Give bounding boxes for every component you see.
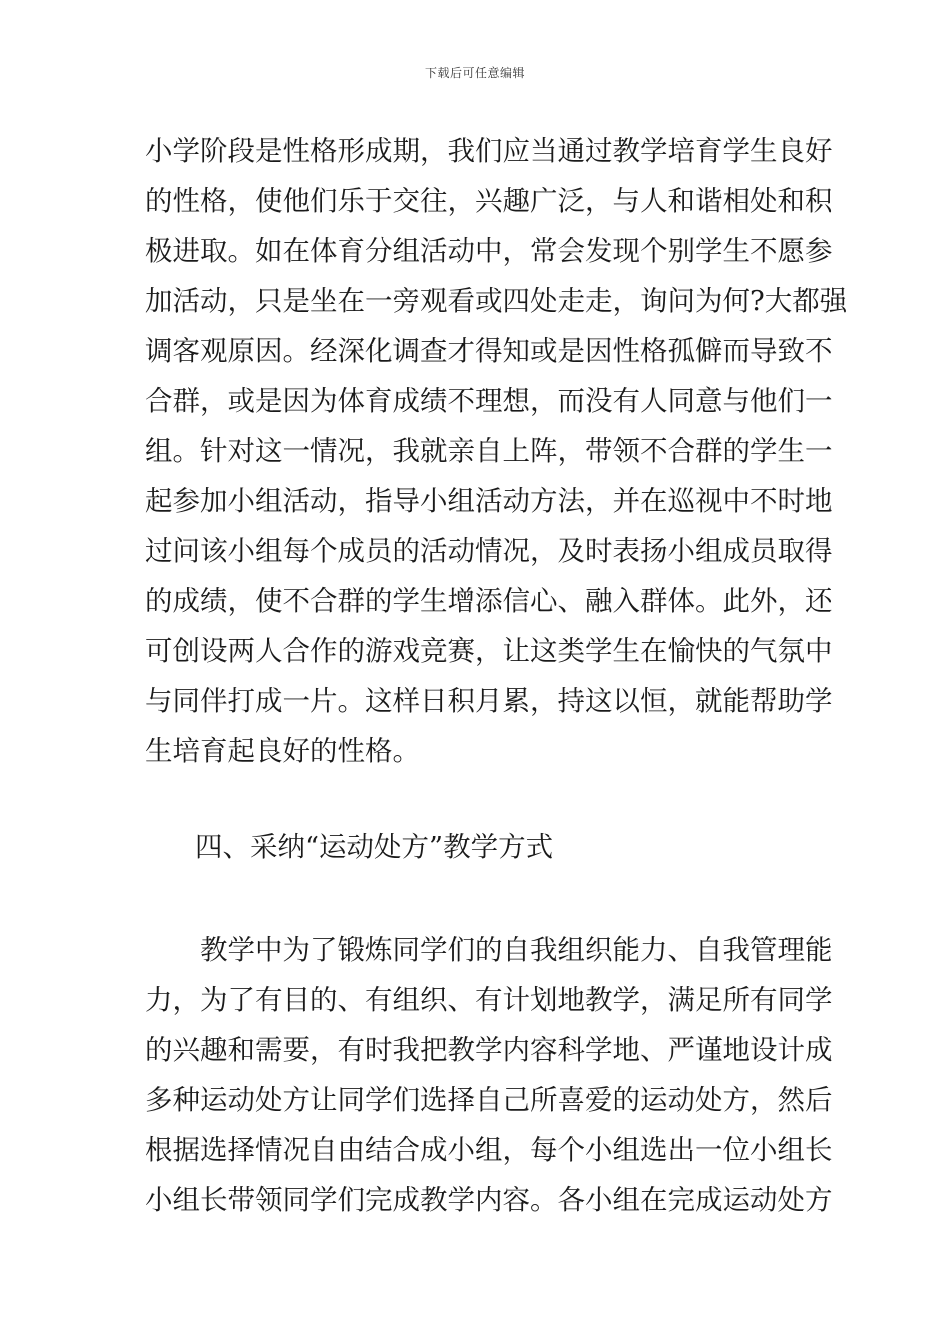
heading-text: 四、采纳“运动处方”教学方式 [195, 831, 554, 863]
text-line: 的性格，使他们乐于交往，兴趣广泛，与人和谐相处和积 [145, 185, 833, 217]
text-line: 起参加小组活动，指导小组活动方法，并在巡视中不时地 [145, 485, 833, 517]
text-line: 生培育起良好的性格。 [145, 735, 420, 767]
text-line: 小组长带领同学们完成教学内容。各小组在完成运动处方 [145, 1184, 833, 1216]
text-line: 的兴趣和需要，有时我把教学内容科学地、严谨地设计成 [145, 1034, 833, 1066]
text-line: 加活动，只是坐在一旁观看或四处走走，询问为何?大都强 [145, 285, 848, 317]
text-line: 组。针对这一情况，我就亲自上阵，带领不合群的学生一 [145, 435, 833, 467]
text-line: 根据选择情况自由结合成小组，每个小组选出一位小组长 [145, 1134, 833, 1166]
text-line: 合群，或是因为体育成绩不理想，而没有人同意与他们一 [145, 385, 833, 417]
text-line: 极进取。如在体育分组活动中，常会发现个别学生不愿参 [145, 235, 833, 267]
text-line: 力，为了有目的、有组织、有计划地教学，满足所有同学 [145, 984, 833, 1016]
text-line: 过问该小组每个成员的活动情况，及时表扬小组成员取得 [145, 535, 833, 567]
paragraph-exercise-prescription [145, 925, 833, 1225]
text-line: 可创设两人合作的游戏竞赛，让这类学生在愉快的气氛中 [145, 635, 833, 667]
paragraph-personality [145, 126, 848, 776]
text-line: 教学中为了锻炼同学们的自我组织能力、自我管理能 [145, 934, 833, 966]
text-line: 的成绩，使不合群的学生增添信心、融入群体。此外，还 [145, 585, 833, 617]
text-line: 与同伴打成一片。这样日积月累，持这以恒，就能帮助学 [145, 685, 833, 717]
text-line: 调客观原因。经深化调查才得知或是因性格孤僻而导致不 [145, 335, 833, 367]
text-line: 小学阶段是性格形成期，我们应当通过教学培育学生良好 [145, 135, 833, 167]
text-line: 多种运动处方让同学们选择自己所喜爱的运动处方，然后 [145, 1084, 833, 1116]
page-header: 下载后可任意编辑 [424, 66, 525, 80]
section-heading [195, 822, 860, 872]
